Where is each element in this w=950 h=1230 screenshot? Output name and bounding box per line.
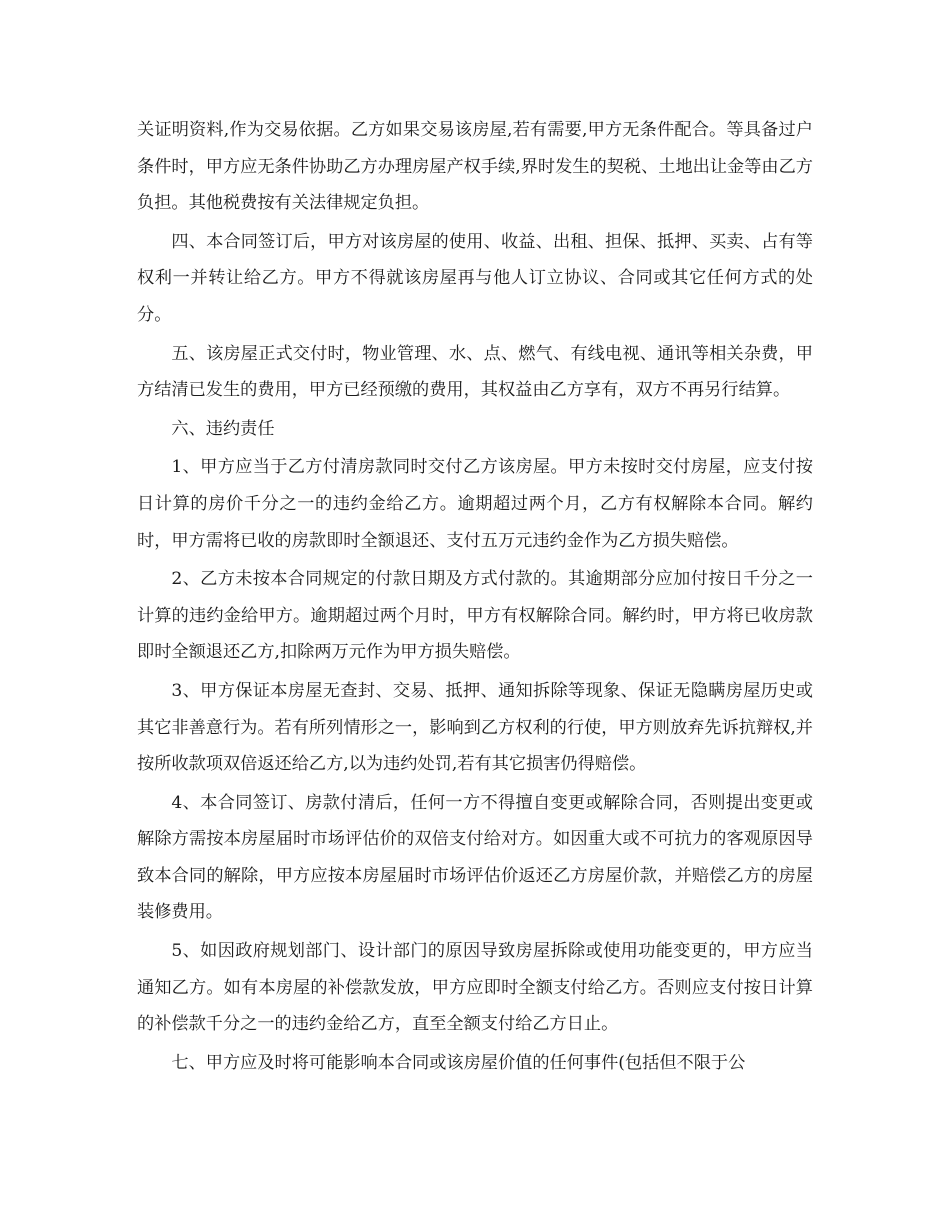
paragraph-breach-3: 3、甲方保证本房屋无查封、交易、抵押、通知拆除等现象、保证无隐瞒房屋历史或其它非善意行为。若有所列情形之一，影响到乙方权利的行使，甲方则放弃先诉抗辩权,并按所收款项双倍返还给乙方,以为违约处罚,若有其它损害仍得赔偿。 bbox=[137, 680, 813, 775]
paragraph-clause-7: 七、甲方应及时将可能影响本合同或该房屋价值的任何事件(包括但不限于公 bbox=[171, 1052, 746, 1073]
paragraph-clause-5: 五、该房屋正式交付时，物业管理、水、点、燃气、有线电视、通讯等相关杂费，甲方结清已发生的费用，甲方已经预缴的费用，其权益由乙方享有，双方不再另行结算。 bbox=[137, 343, 813, 401]
heading-breach-liability: 六、违约责任 bbox=[171, 418, 275, 439]
paragraph-breach-2: 2、乙方未按本合同规定的付款日期及方式付款的。其逾期部分应加付按日千分之一计算的违约金给甲方。逾期超过两个月时，甲方有权解除合同。解约时，甲方将已收房款即时全额退还乙方,扣除两万元作为甲方损失赔偿。 bbox=[137, 569, 813, 663]
paragraph-breach-5: 5、如因政府规划部门、设计部门的原因导致房屋拆除或使用功能变更的，甲方应当通知乙方。如有本房屋的补偿款发放，甲方应即时全额支付给乙方。否则应支付按日计算的补偿款千分之一的违约金给乙方，直至全额支付给乙方日止。 bbox=[137, 941, 813, 1035]
paragraph-breach-4: 4、本合同签订、房款付清后，任何一方不得擅自变更或解除合同，否则提出变更或解除方需按本房屋届时市场评估价的双倍支付给对方。如因重大或不可抗力的客观原因导致本合同的解除，甲方应按本房屋届时市场评估价返还乙方房屋价款，并赔偿乙方的房屋装修费用。 bbox=[137, 792, 813, 923]
paragraph-transfer-conditions: 关证明资料,作为交易依据。乙方如果交易该房屋,若有需要,甲方无条件配合。等具备过户条件时，甲方应无条件协助乙方办理房屋产权手续,界时发生的契税、土地出让金等由乙方负担。其他税费按有关法律规定负担。 bbox=[137, 120, 813, 214]
paragraph-clause-4: 四、本合同签订后，甲方对该房屋的使用、收益、出租、担保、抵押、买卖、占有等权利一并转让给乙方。甲方不得就该房屋再与他人订立协议、合同或其它任何方式的处分。 bbox=[137, 231, 813, 325]
paragraph-breach-1: 1、甲方应当于乙方付清房款同时交付乙方该房屋。甲方未按时交付房屋，应支付按日计算的房价千分之一的违约金给乙方。逾期超过两个月，乙方有权解除本合同。解约时，甲方需将已收的房款即时全额退还、支付五万元违约金作为乙方损失赔偿。 bbox=[137, 457, 813, 551]
document-page bbox=[137, 112, 813, 1083]
